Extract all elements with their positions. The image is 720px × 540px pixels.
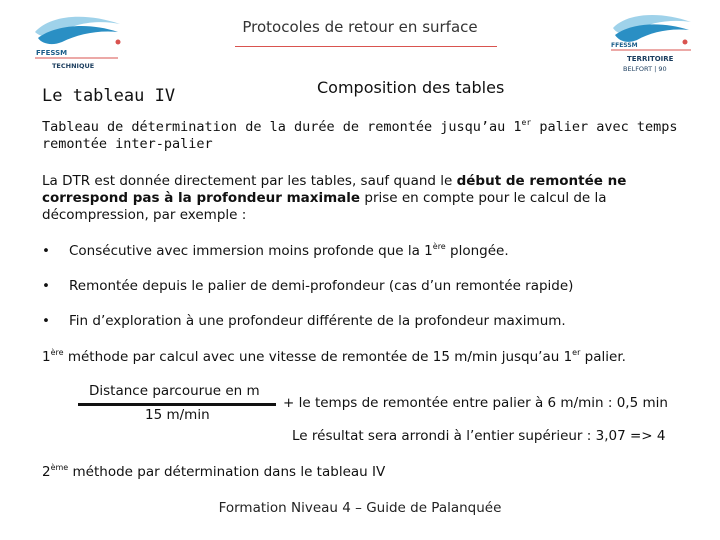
intro-text-2: prise en compte pour le calcul de la décompression, par exemple :: [42, 190, 607, 223]
fraction-bar: [78, 403, 276, 406]
fraction-numerator: Distance parcourue en m: [89, 383, 260, 399]
method-2-text: méthode par détermination dans le tableau IV: [68, 464, 386, 480]
method-2-line: [42, 464, 385, 480]
example-list: [42, 243, 692, 348]
slide-subject: Le tableau IV: [42, 86, 176, 106]
list-item: [42, 243, 692, 278]
logo-line2-text: BELFORT | 90: [623, 65, 667, 73]
lead-text-2: palier avec temps remontée inter-palier: [42, 119, 678, 152]
logo-brand-text: FFESSM: [611, 42, 638, 49]
logo-line1-text: TERRITOIRE: [627, 55, 674, 63]
lead-paragraph: [42, 119, 682, 153]
method-1-text: méthode par calcul avec une vitesse de remontée de 15 m/min jusqu’au 1: [63, 349, 573, 365]
method-1-line: [42, 349, 626, 365]
list-item: [42, 278, 692, 313]
method-1-sup-2: er: [572, 348, 581, 357]
list-item-text: Consécutive avec immersion moins profonde que la 1: [69, 243, 433, 259]
intro-paragraph: [42, 173, 682, 224]
method-2-sup: ème: [50, 463, 69, 472]
bullet-icon: •: [42, 313, 50, 329]
intro-emphasis: début de remontée ne correspond pas à la profondeur maximale: [42, 173, 627, 206]
bullet-icon: •: [42, 278, 50, 294]
list-item: [42, 313, 692, 348]
method-1-post: palier.: [580, 349, 626, 365]
method-1-sup: ère: [50, 348, 64, 357]
list-item-sup: ère: [432, 242, 446, 251]
list-item-after: plongée.: [445, 243, 509, 259]
logo-brand-text: FFESSM: [36, 49, 68, 57]
header-divider: [235, 46, 497, 47]
list-item-text: Remontée depuis le palier de demi-profondeur (cas d’un remontée rapide): [69, 278, 574, 294]
logo-caption-text: TECHNIQUE: [52, 62, 95, 70]
footer-text: Formation Niveau 4 – Guide de Palanquée: [218, 500, 502, 516]
intro-text-1: La DTR est donnée directement par les tables, sauf quand le: [42, 173, 457, 189]
list-item-text: Fin d’exploration à une profondeur différente de la profondeur maximum.: [69, 313, 566, 329]
bullet-icon: •: [42, 243, 50, 259]
lead-text-1: Tableau de détermination de la durée de remontée jusqu’au 1: [42, 119, 522, 135]
header-title: Protocoles de retour en surface: [242, 18, 478, 36]
lead-sup: er: [521, 118, 532, 127]
fraction-denominator: 15 m/min: [145, 407, 210, 423]
formula-addition: + le temps de remontée entre palier à 6 m/min : 0,5 min: [283, 395, 668, 411]
slide-heading: Composition des tables: [317, 78, 505, 97]
rounding-result: Le résultat sera arrondi à l’entier supérieur : 3,07 => 4: [292, 428, 666, 444]
method-2-pre: 2: [42, 464, 51, 480]
method-1-pre: 1: [42, 349, 51, 365]
